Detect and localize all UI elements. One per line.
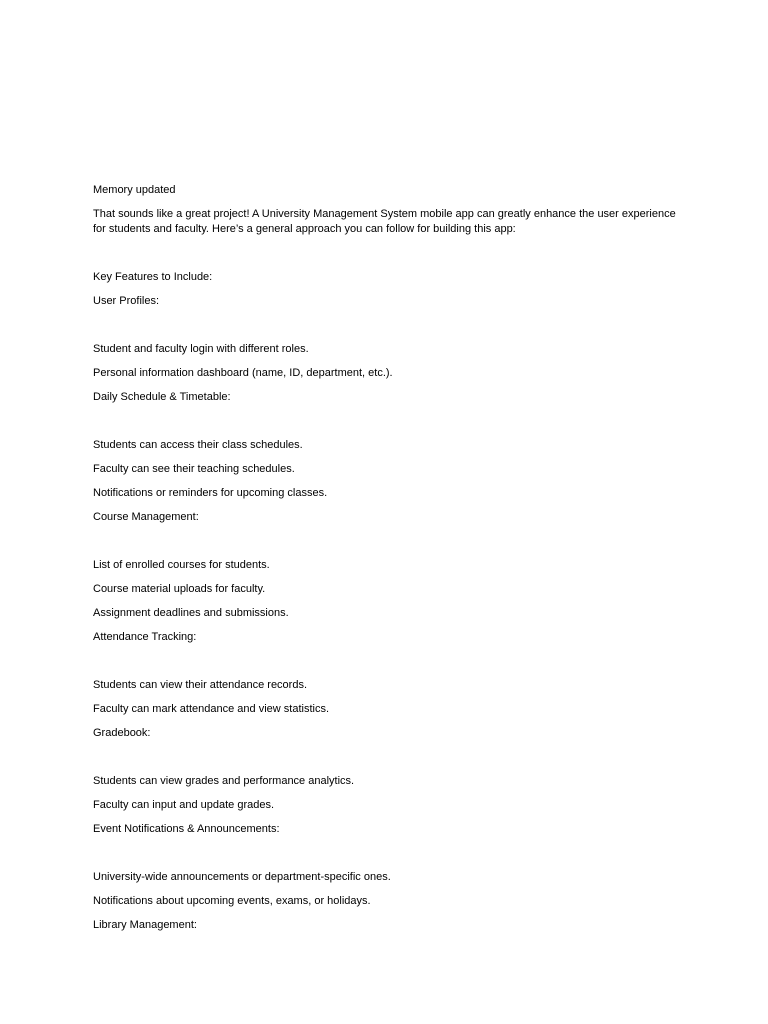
document-paragraph: Students can view grades and performance analytics.: [93, 775, 355, 787]
memory-status-text: Memory updated: [93, 184, 176, 196]
paragraph-spacer: [93, 414, 683, 438]
document-paragraph: That sounds like a great project! A University Management System mobile app can greatly enhance the user experience for students and faculty. Here’s a general approach you can follow for building this app:: [93, 208, 676, 235]
document-body: [93, 183, 683, 942]
paragraph-spacer: [93, 318, 683, 342]
document-paragraph: Daily Schedule & Timetable:: [93, 391, 231, 403]
document-paragraph: Faculty can mark attendance and view statistics.: [93, 703, 329, 715]
document-paragraph: Students can access their class schedules.: [93, 439, 303, 451]
document-paragraph: Course Management:: [93, 511, 199, 523]
paragraph-spacer: [93, 246, 683, 270]
document-paragraph: Student and faculty login with different roles.: [93, 343, 309, 355]
document-paragraph: User Profiles:: [93, 295, 160, 307]
paragraph-spacer: [93, 534, 683, 558]
document-paragraph: Attendance Tracking:: [93, 631, 197, 643]
paragraph-spacer: [93, 846, 683, 870]
document-paragraph: Library Management:: [93, 919, 197, 931]
document-paragraph: Faculty can see their teaching schedules.: [93, 463, 295, 475]
document-paragraph: University-wide announcements or department-specific ones.: [93, 871, 391, 883]
document-paragraph: Course material uploads for faculty.: [93, 583, 266, 595]
document-paragraph: Gradebook:: [93, 727, 151, 739]
paragraph-spacer: [93, 654, 683, 678]
document-paragraph: Assignment deadlines and submissions.: [93, 607, 289, 619]
document-paragraph: Students can view their attendance records.: [93, 679, 308, 691]
document-paragraph: Notifications or reminders for upcoming classes.: [93, 487, 328, 499]
paragraph-spacer: [93, 750, 683, 774]
document-paragraph: List of enrolled courses for students.: [93, 559, 270, 571]
document-paragraph: Notifications about upcoming events, exams, or holidays.: [93, 895, 371, 907]
document-paragraph: Faculty can input and update grades.: [93, 799, 275, 811]
document-paragraph: Personal information dashboard (name, ID, department, etc.).: [93, 367, 393, 379]
document-paragraph: Event Notifications & Announcements:: [93, 823, 280, 835]
document-paragraph: Key Features to Include:: [93, 271, 213, 283]
